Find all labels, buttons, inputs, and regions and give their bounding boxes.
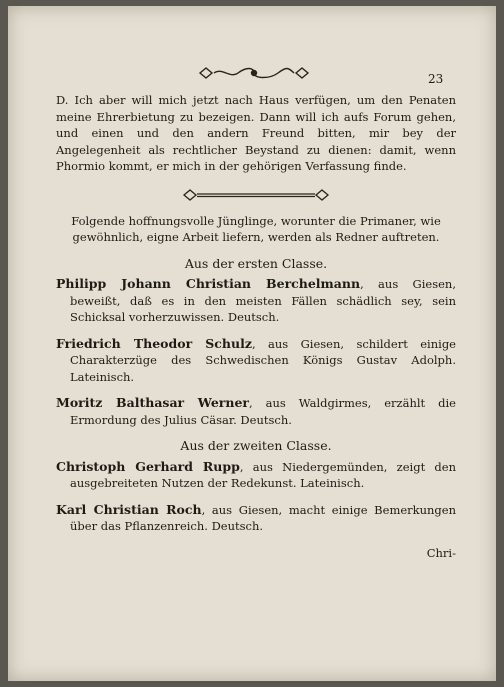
speaker-name: Friedrich Theodor Schulz bbox=[56, 335, 252, 351]
catchword: Chri- bbox=[426, 545, 456, 560]
class-section-2 bbox=[56, 438, 456, 535]
speaker-topic: , aus Giesen, schildert einige Charakterzüge des Schwedischen Königs Gustav Adolph. Lateinisch. bbox=[70, 336, 456, 384]
speaker-entry bbox=[56, 502, 456, 535]
class-section-1 bbox=[56, 256, 456, 429]
speaker-name: Karl Christian Roch bbox=[56, 501, 202, 517]
speaker-topic: , aus Niedergemünden, zeigt den ausgebreiteten Nutzen der Redekunst. Lateinisch. bbox=[70, 459, 456, 490]
speaker-entry bbox=[56, 459, 456, 492]
speaker-entry bbox=[56, 336, 456, 386]
speaker-entry bbox=[56, 395, 456, 428]
speaker-topic: , aus Waldgirmes, erzählt die Ermordung des Julius Cäsar. Deutsch. bbox=[70, 396, 456, 427]
speaker-name: Philipp Johann Christian Berchelmann bbox=[56, 276, 361, 291]
page-number: 23 bbox=[428, 72, 444, 86]
page-content bbox=[56, 64, 456, 561]
speaker-name: Christoph Gerhard Rupp bbox=[56, 458, 240, 474]
speaker-topic: , aus Giesen, beweißt, daß es in den meisten Fällen schädlich sey, sein Schicksal vorherzuwissen. Deutsch. bbox=[70, 277, 456, 324]
speaker-name: Moritz Balthasar Werner bbox=[56, 395, 249, 410]
speaker-entry bbox=[56, 276, 456, 326]
class-heading: Aus der ersten Classe. bbox=[184, 255, 328, 271]
printer-ornament-divider bbox=[181, 189, 331, 201]
intro-text: Folgende hoffnungsvolle Jünglinge, worunter die Primaner, wie gewöhnlich, eigne Arbeit liefern, werden als Redner auftreten. bbox=[71, 213, 441, 244]
book-page bbox=[8, 6, 496, 681]
speaker-label: D. bbox=[56, 93, 69, 107]
dialogue-text: Ich aber will mich jetzt nach Haus verfügen, um den Penaten meine Ehrerbietung zu bezeigen. Dann will ich aufs Forum gehen, und einen und den andern Freund bitten, mir bey der Angelegenheit als rechtlicher Beystand zu dienen: damit, wenn Phormio kommt, er mich in der gehörigen Verfassung finde. bbox=[56, 93, 457, 173]
dialogue-paragraph bbox=[56, 92, 456, 175]
speaker-topic: , aus Giesen, macht einige Bemerkungen über das Pflanzenreich. Deutsch. bbox=[70, 502, 457, 533]
class-heading: Aus der zweiten Classe. bbox=[180, 438, 332, 453]
